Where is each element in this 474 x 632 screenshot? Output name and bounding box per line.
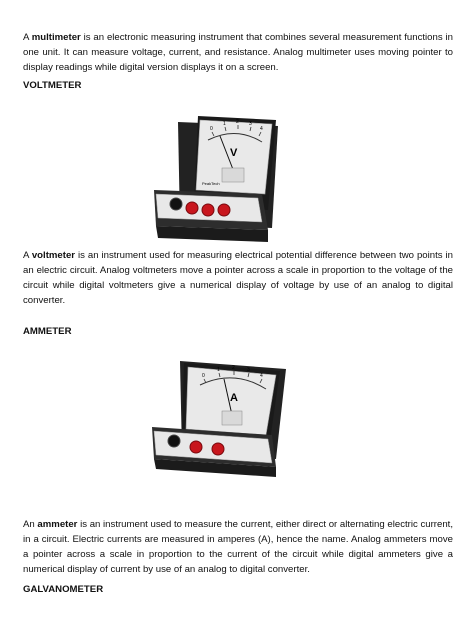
ammeter-heading: AMMETER: [23, 326, 72, 337]
galvanometer-heading: GALVANOMETER: [23, 584, 104, 595]
voltmeter-paragraph: A voltmeter is an instrument used for measuring electrical potential difference between two points in an electric circuit. Analog voltmeters move a pointer across a scale in proportion to the voltage of the circuit while digital voltmeters give a numerical display of voltage by use of an analog to digital converter.: [23, 250, 453, 306]
voltmeter-image: [150, 110, 285, 250]
ammeter-image: [148, 355, 298, 480]
scale-label-2: 2: [236, 119, 239, 125]
scale-label-1: 1: [223, 121, 226, 127]
scale-label-4: 4: [260, 373, 263, 379]
brand-label: PeakTech: [202, 181, 220, 186]
scale-label-3: 3: [249, 121, 252, 127]
meter-unit-label: V: [230, 147, 238, 159]
scale-label-0: 0: [210, 126, 213, 132]
intro-paragraph: A multimeter is an electronic measuring instrument that combines several measurement functions in one unit. It can measure voltage, current, and resistance. Analog multimeter uses moving pointer to display readings while digital version displays it on a screen.: [23, 32, 453, 73]
term-ammeter: ammeter: [37, 519, 78, 530]
scale-label-0: 0: [202, 373, 205, 379]
scale-label-2: 2: [232, 365, 235, 371]
term-voltmeter: voltmeter: [31, 250, 76, 261]
term-multimeter: multimeter: [31, 32, 81, 43]
ammeter-paragraph: An ammeter is an instrument used to measure the current, either direct or alternating electric current, in a circuit. Electric currents are measured in amperes (A), hence the name. Analog ammeters move a pointer across a scale in proportion to the current of the circuit while digital ammeters give a numerical display of current by use of an analog to digital converter.: [23, 519, 453, 575]
scale-label-3: 3: [247, 367, 250, 373]
meter-unit-label: A: [230, 392, 238, 404]
scale-label-4: 4: [260, 126, 263, 132]
scale-label-1: 1: [217, 367, 220, 373]
voltmeter-heading: VOLTMETER: [23, 80, 82, 91]
